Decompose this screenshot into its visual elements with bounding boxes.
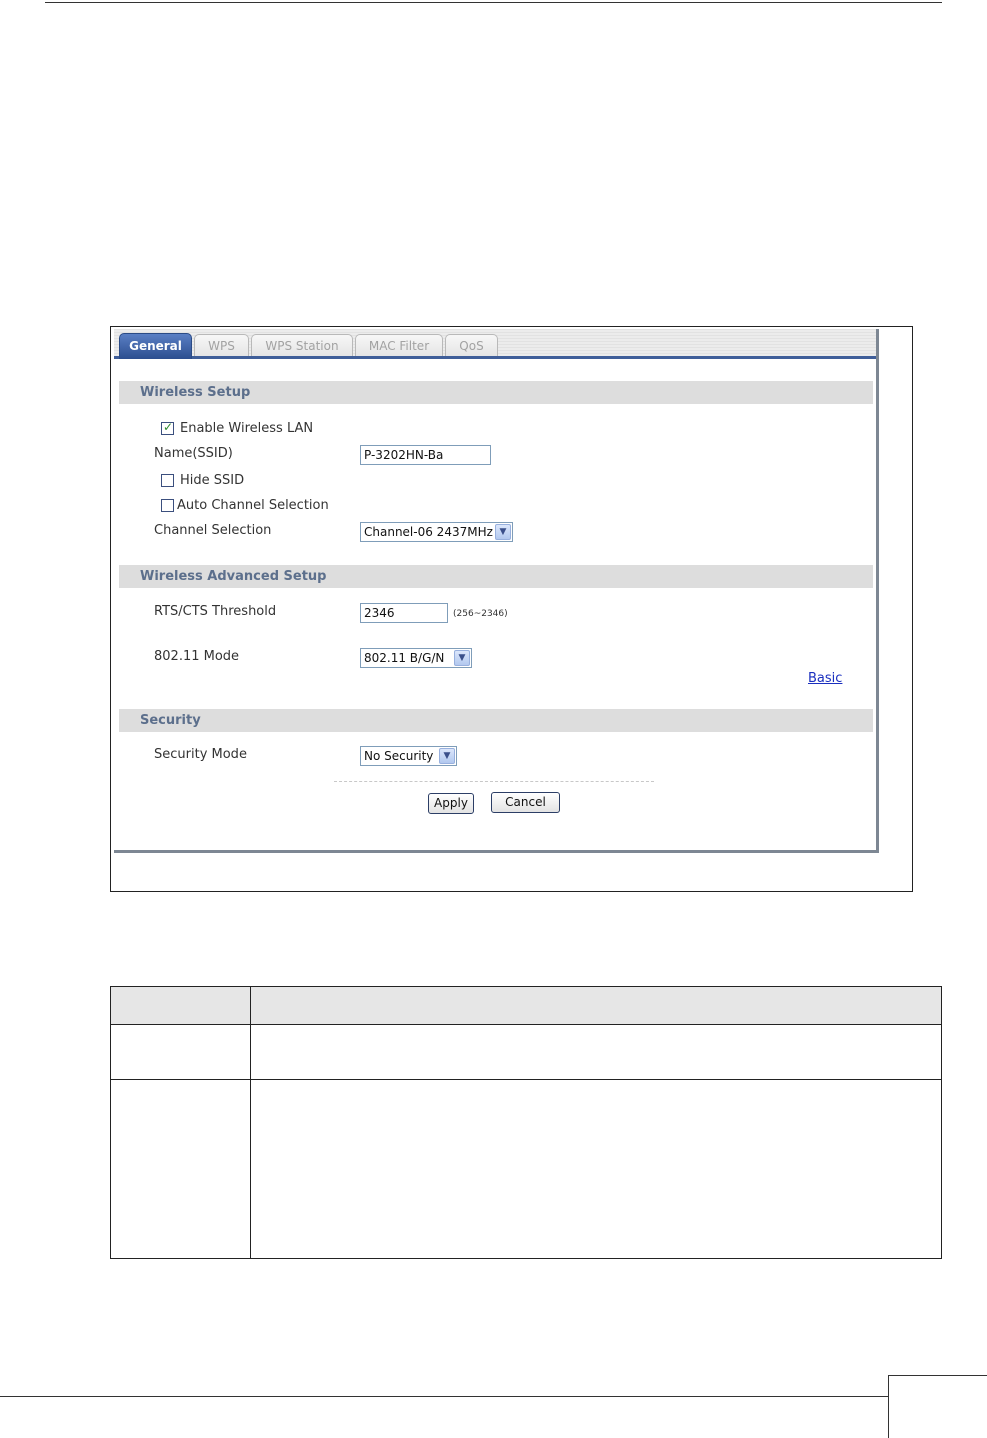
tab-mac-filter[interactable]: MAC Filter [355,334,443,358]
tab-general[interactable]: General [119,333,192,359]
section-wireless-advanced-setup: Wireless Advanced Setup [119,565,873,588]
enable-wireless-lan-label: Enable Wireless LAN [180,421,314,436]
tab-bar [114,329,876,359]
tab-wps[interactable]: WPS [194,334,249,358]
wireless-mode-label: 802.11 Mode [154,649,240,664]
table-row-divider [111,1079,941,1080]
button-divider [334,781,654,782]
chevron-down-icon: ▼ [495,524,511,540]
apply-button[interactable]: Apply [428,793,474,814]
ssid-label: Name(SSID) [154,446,233,461]
page-number-box [888,1375,987,1438]
screenshot-figure [110,326,913,892]
security-mode-value: No Security [364,749,434,763]
channel-selection-label: Channel Selection [154,523,272,538]
hide-ssid-label: Hide SSID [180,473,245,488]
table-header-row [111,987,941,1025]
header-rule [45,2,942,3]
rts-cts-threshold-input[interactable] [360,603,448,623]
tab-qos[interactable]: QoS [445,334,498,358]
auto-channel-label: Auto Channel Selection [177,498,329,513]
wireless-mode-dropdown[interactable] [360,648,472,668]
chevron-down-icon: ▼ [454,650,470,666]
tab-wps-station[interactable]: WPS Station [251,334,353,358]
wireless-general-screen [114,329,879,853]
ssid-input[interactable] [360,445,491,465]
security-mode-dropdown[interactable] [360,746,457,766]
footer-rule [0,1396,888,1397]
basic-link[interactable]: Basic [808,671,843,686]
table-column-divider [250,987,251,1258]
cancel-button[interactable]: Cancel [491,792,560,813]
chevron-down-icon: ▼ [439,748,455,764]
channel-selection-dropdown[interactable] [360,522,513,542]
field-description-table [110,986,942,1259]
section-security: Security [119,709,873,732]
security-mode-label: Security Mode [154,747,247,762]
enable-wireless-lan-checkbox[interactable] [161,422,174,435]
section-wireless-setup: Wireless Setup [119,381,873,404]
wireless-mode-value: 802.11 B/G/N [364,651,445,665]
hide-ssid-checkbox[interactable] [161,474,174,487]
auto-channel-checkbox[interactable] [161,499,174,512]
rts-cts-threshold-label: RTS/CTS Threshold [154,604,277,619]
rts-cts-range-hint: (256~2346) [453,609,508,619]
channel-selection-value: Channel-06 2437MHz [364,525,493,539]
